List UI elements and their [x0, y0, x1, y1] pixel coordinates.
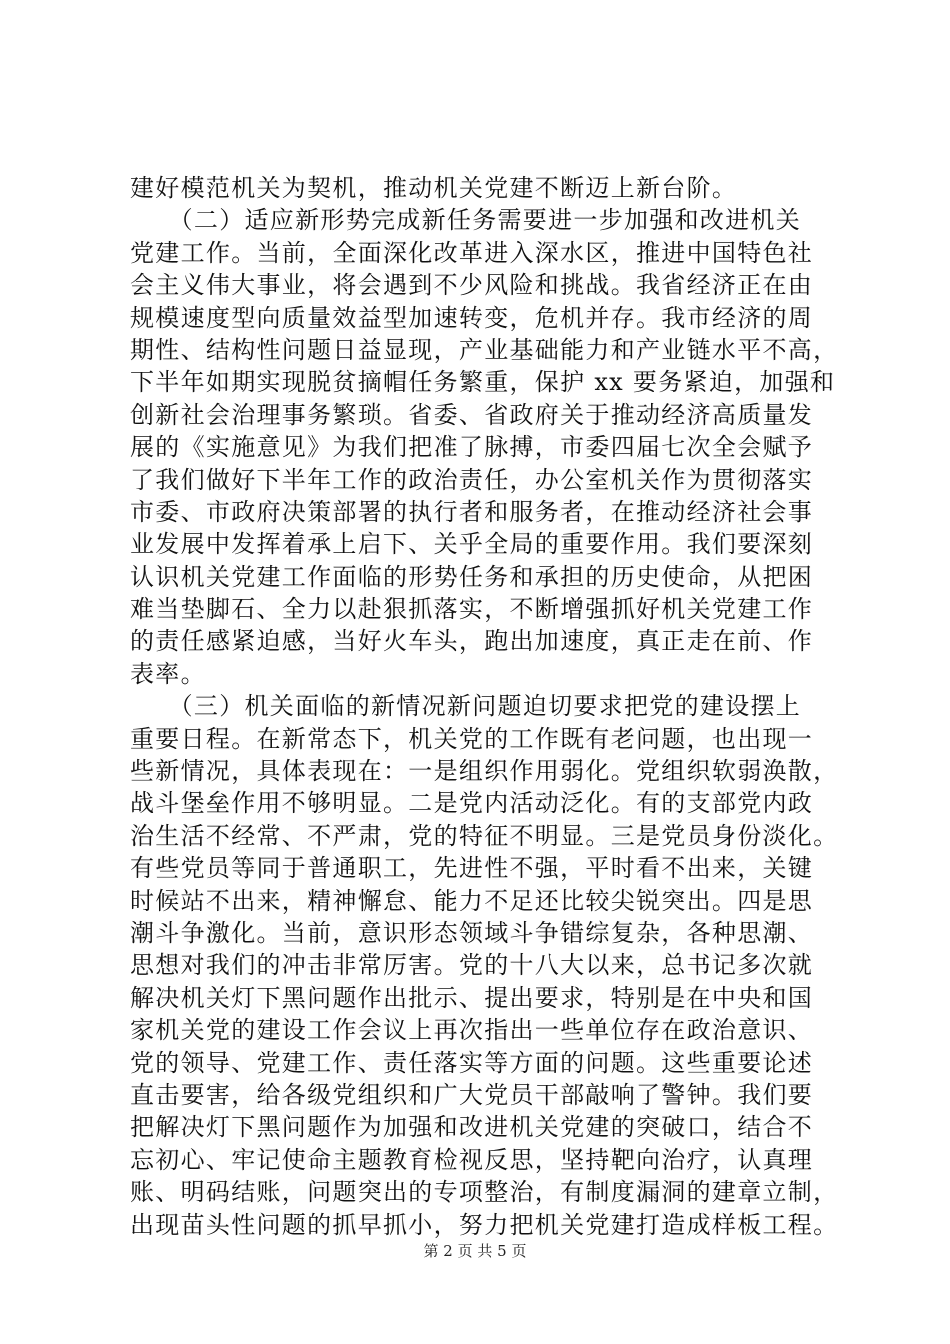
text-line: 规模速度型向质量效益型加速转变，危机并存。我市经济的周: [130, 303, 814, 332]
text-line: 有些党员等同于普通职工，先进性不强，平时看不出来，关键: [130, 854, 814, 883]
text-line: 直击要害，给各级党组织和广大党员干部敲响了警钟。我们要: [130, 1080, 814, 1109]
text-line: 些新情况，具体表现在：一是组织作用弱化。党组织软弱涣散，: [130, 757, 839, 786]
text-line: 家机关党的建设工作会议上再次指出一些单位存在政治意识、: [130, 1016, 814, 1045]
text-line: 难当垫脚石、全力以赴狠抓落实，不断增强抓好机关党建工作: [130, 595, 814, 624]
text-line: 下半年如期实现脱贫摘帽任务繁重，保护 xx 要务紧迫，加强和: [130, 368, 836, 397]
text-line: 忘初心、牢记使命主题教育检视反思，坚持靶向治疗，认真理: [130, 1145, 814, 1174]
text-line: 党的领导、党建工作、责任落实等方面的问题。这些重要论述: [130, 1048, 814, 1077]
text-line: 党建工作。当前，全面深化改革进入深水区，推进中国特色社: [130, 238, 814, 267]
text-line: 期性、结构性问题日益显现，产业基础能力和产业链水平不高，: [130, 335, 839, 364]
text-line: （三）机关面临的新情况新问题迫切要求把党的建设摆上: [130, 692, 802, 721]
text-line: 创新社会治理事务繁琐。省委、省政府关于推动经济高质量发: [130, 400, 814, 429]
text-line: 时候站不出来，精神懈怠、能力不足还比较尖锐突出。四是思: [130, 886, 814, 915]
page-number-footer: 第 2 页 共 5 页: [423, 1242, 527, 1260]
text-line: 出现苗头性问题的抓早抓小，努力把机关党建打造成样板工程。: [130, 1210, 839, 1239]
text-line: 把解决灯下黑问题作为加强和改进机关党建的突破口，结合不: [130, 1113, 814, 1142]
text-line: 账、明码结账，问题突出的专项整治，有制度漏洞的建章立制，: [130, 1178, 839, 1207]
text-line: （二）适应新形势完成新任务需要进一步加强和改进机关: [130, 206, 802, 235]
text-line: 表率。: [130, 659, 206, 688]
text-line: 建好模范机关为契机，推动机关党建不断迈上新台阶。: [130, 174, 738, 202]
text-line: 治生活不经常、不严肃，党的特征不明显。三是党员身份淡化。: [130, 821, 839, 850]
text-line: 市委、市政府决策部署的执行者和服务者，在推动经济社会事: [130, 497, 814, 526]
text-line: 潮斗争激化。当前，意识形态领域斗争错综复杂，各种思潮、: [130, 918, 814, 947]
text-line: 认识机关党建工作面临的形势任务和承担的历史使命，从把困: [130, 562, 814, 591]
text-line: 展的《实施意见》为我们把准了脉搏，市委四届七次全会赋予: [130, 433, 814, 462]
text-line: 重要日程。在新常态下，机关党的工作既有老问题，也出现一: [130, 724, 814, 753]
text-line: 的责任感紧迫感，当好火车头，跑出加速度，真正走在前、作: [130, 627, 814, 656]
text-line: 战斗堡垒作用不够明显。二是党内活动泛化。有的支部党内政: [130, 789, 814, 818]
text-line: 会主义伟大事业，将会遇到不少风险和挑战。我省经济正在由: [130, 271, 814, 300]
text-line: 了我们做好下半年工作的政治责任，办公室机关作为贯彻落实: [130, 465, 814, 494]
text-line: 业发展中发挥着承上启下、关乎全局的重要作用。我们要深刻: [130, 530, 814, 559]
body-text: [130, 172, 839, 1241]
text-line: 解决机关灯下黑问题作出批示、提出要求，特别是在中央和国: [130, 983, 814, 1012]
text-line: 思想对我们的冲击非常厉害。党的十八大以来，总书记多次就: [130, 951, 814, 980]
